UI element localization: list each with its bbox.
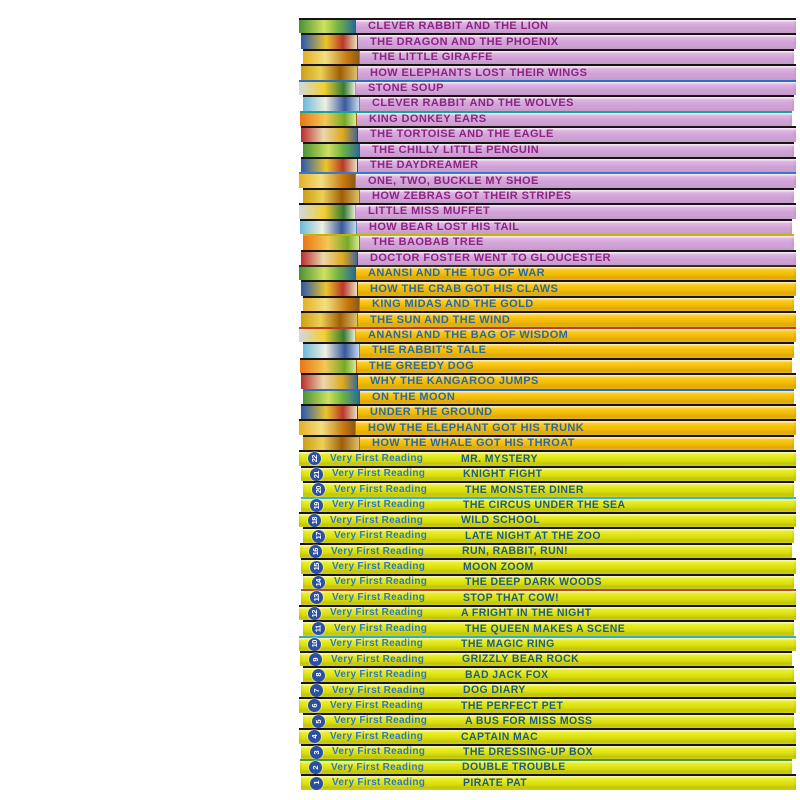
- book-title: ANANSI AND THE BAG OF WISDOM: [368, 328, 569, 342]
- cover-thumbnail: [301, 252, 358, 265]
- book-spine[interactable]: [303, 481, 794, 496]
- series-label: Very First Reading: [332, 468, 426, 480]
- level-number-badge: [310, 777, 323, 790]
- book-title: THE CIRCUS UNDER THE SEA: [463, 498, 626, 512]
- book-spine[interactable]: [303, 435, 794, 450]
- cover-thumbnail: [303, 97, 360, 110]
- series-label: Very First Reading: [334, 669, 428, 681]
- level-number: 15: [311, 563, 321, 571]
- book-spine[interactable]: [299, 512, 796, 527]
- book-title: A BUS FOR MISS MOSS: [465, 715, 593, 728]
- cover-thumbnail: [300, 221, 357, 234]
- level-number-badge: [312, 669, 325, 682]
- book-title: THE DRAGON AND THE PHOENIX: [370, 35, 559, 48]
- book-spine[interactable]: [299, 172, 796, 187]
- book-title: THE MAGIC RING: [461, 637, 555, 651]
- book-title: ANANSI AND THE TUG OF WAR: [368, 267, 546, 280]
- book-spine[interactable]: [301, 157, 796, 172]
- level-number-badge: [310, 591, 323, 604]
- book-spine[interactable]: [300, 759, 792, 774]
- series-label: Very First Reading: [332, 684, 426, 696]
- level-number: 14: [313, 578, 323, 587]
- book-spine[interactable]: [299, 327, 796, 342]
- book-spine[interactable]: [303, 713, 794, 728]
- book-title: THE SUN AND THE WIND: [370, 313, 511, 326]
- book-title: WILD SCHOOL: [461, 514, 541, 527]
- book-spine[interactable]: [301, 250, 796, 265]
- book-spine[interactable]: [303, 666, 794, 681]
- series-label: Very First Reading: [332, 591, 426, 603]
- level-number: 5: [313, 719, 323, 724]
- book-spine[interactable]: [301, 774, 796, 789]
- book-spine[interactable]: [299, 419, 796, 434]
- level-number: 4: [309, 735, 319, 739]
- series-label: Very First Reading: [330, 514, 424, 526]
- book-spine[interactable]: [299, 265, 796, 280]
- cover-thumbnail: [299, 174, 356, 187]
- book-title: THE MONSTER DINER: [465, 483, 584, 496]
- book-title: RUN, RABBIT, RUN!: [462, 545, 568, 558]
- book-spine[interactable]: [301, 64, 796, 79]
- book-title: DOUBLE TROUBLE: [462, 761, 566, 774]
- level-number-badge: [312, 715, 325, 728]
- level-number: 17: [313, 532, 323, 540]
- book-title: ONE, TWO, BUCKLE MY SHOE: [368, 174, 539, 187]
- book-title: A FRIGHT IN THE NIGHT: [461, 606, 592, 620]
- book-spine[interactable]: [301, 682, 796, 697]
- series-label: Very First Reading: [332, 746, 426, 758]
- level-number-badge: [309, 545, 322, 558]
- book-title: STOP THAT COW!: [463, 591, 560, 604]
- series-label: Very First Reading: [334, 622, 428, 634]
- cover-thumbnail: [303, 51, 360, 64]
- book-spine[interactable]: [301, 373, 796, 388]
- series-label: Very First Reading: [334, 483, 428, 495]
- book-title: THE BAOBAB TREE: [372, 236, 484, 249]
- series-label: Very First Reading: [330, 730, 424, 742]
- book-spine[interactable]: [300, 111, 792, 126]
- book-spine[interactable]: [299, 697, 796, 712]
- series-label: Very First Reading: [332, 561, 426, 573]
- book-title: CAPTAIN MAC: [461, 730, 539, 743]
- book-title: THE LITTLE GIRAFFE: [372, 50, 493, 64]
- series-label: Very First Reading: [330, 452, 424, 464]
- book-title: DOCTOR FOSTER WENT TO GLOUCESTER: [370, 251, 611, 264]
- book-spine[interactable]: [301, 589, 796, 604]
- book-spine[interactable]: [301, 311, 796, 326]
- level-number: 16: [310, 547, 320, 556]
- book-spine[interactable]: [303, 527, 794, 542]
- cover-thumbnail: [300, 360, 357, 373]
- book-title: KING DONKEY EARS: [369, 112, 487, 125]
- book-title: THE TORTOISE AND THE EAGLE: [370, 128, 554, 141]
- level-number: 22: [309, 455, 319, 463]
- book-spine[interactable]: [303, 342, 794, 357]
- book-spine[interactable]: [299, 636, 796, 651]
- book-spine[interactable]: [301, 404, 796, 419]
- series-label: Very First Reading: [332, 777, 426, 789]
- book-spine[interactable]: [299, 605, 796, 620]
- book-title: HOW ELEPHANTS LOST THEIR WINGS: [370, 66, 588, 79]
- book-title: STONE SOUP: [368, 81, 444, 95]
- cover-thumbnail: [300, 113, 357, 126]
- level-number: 6: [309, 704, 319, 708]
- book-title: MOON ZOOM: [463, 560, 534, 573]
- cover-thumbnail: [299, 329, 356, 342]
- cover-thumbnail: [299, 82, 356, 95]
- book-spine[interactable]: [303, 142, 794, 157]
- book-stack: [299, 18, 796, 790]
- series-label: Very First Reading: [331, 653, 425, 665]
- book-spine[interactable]: [303, 389, 794, 404]
- book-title: THE QUEEN MAKES A SCENE: [465, 622, 626, 635]
- level-number: 9: [310, 657, 320, 662]
- series-label: Very First Reading: [334, 715, 428, 727]
- level-number: 10: [309, 640, 319, 648]
- cover-thumbnail: [301, 282, 358, 295]
- book-title: HOW ZEBRAS GOT THEIR STRIPES: [372, 189, 572, 203]
- book-title: DOG DIARY: [463, 684, 526, 697]
- series-label: Very First Reading: [330, 699, 424, 711]
- section-gold-spines: [299, 265, 796, 450]
- book-spine[interactable]: [299, 80, 796, 95]
- book-title: PIRATE PAT: [463, 776, 528, 790]
- book-spine[interactable]: [299, 203, 796, 218]
- level-number: 12: [309, 609, 319, 618]
- cover-thumbnail: [299, 267, 356, 280]
- book-spine[interactable]: [301, 280, 796, 295]
- book-title: HOW THE CRAB GOT HIS CLAWS: [370, 282, 559, 295]
- cover-thumbnail: [301, 313, 358, 326]
- book-spine[interactable]: [303, 49, 794, 64]
- book-title: CLEVER RABBIT AND THE LION: [368, 20, 549, 33]
- book-title: LITTLE MISS MUFFET: [368, 205, 491, 218]
- level-number-badge: [310, 684, 323, 697]
- book-title: HOW THE ELEPHANT GOT HIS TRUNK: [368, 421, 585, 434]
- series-label: Very First Reading: [334, 530, 428, 542]
- series-label: Very First Reading: [334, 576, 428, 588]
- cover-thumbnail: [299, 421, 356, 434]
- level-number-badge: [310, 561, 323, 574]
- cover-thumbnail: [301, 128, 358, 141]
- level-number: 3: [311, 750, 321, 755]
- cover-thumbnail: [303, 236, 360, 249]
- book-spine[interactable]: [301, 466, 796, 481]
- level-number-badge: [312, 622, 325, 635]
- book-title: HOW BEAR LOST HIS TAIL: [369, 220, 520, 234]
- level-number-badge: [312, 576, 325, 589]
- cover-thumbnail: [299, 20, 356, 33]
- book-spine[interactable]: [303, 188, 794, 203]
- level-number: 18: [309, 517, 319, 525]
- series-label: Very First Reading: [332, 499, 426, 511]
- book-title: THE PERFECT PET: [461, 699, 564, 712]
- book-spine[interactable]: [301, 558, 796, 573]
- level-number: 11: [313, 625, 323, 633]
- level-number-badge: [310, 746, 323, 759]
- section-very-first-reading-spines: [299, 450, 796, 790]
- cover-thumbnail: [301, 66, 358, 79]
- book-spine[interactable]: [303, 296, 794, 311]
- series-label: Very First Reading: [331, 761, 425, 773]
- book-title: KNIGHT FIGHT: [463, 468, 543, 481]
- series-label: Very First Reading: [330, 638, 424, 650]
- book-spine[interactable]: [299, 728, 796, 743]
- book-spine[interactable]: [300, 358, 792, 373]
- level-number-badge: [308, 699, 321, 712]
- book-spine[interactable]: [301, 497, 796, 512]
- book-spine[interactable]: [299, 18, 796, 33]
- level-number-badge: [312, 483, 325, 496]
- level-number-badge: [309, 761, 322, 774]
- cover-thumbnail: [299, 205, 356, 218]
- level-number-badge: [310, 499, 323, 512]
- book-title: THE GREEDY DOG: [369, 359, 475, 372]
- cover-thumbnail: [301, 406, 358, 419]
- series-label: Very First Reading: [330, 607, 424, 619]
- level-number: 19: [311, 501, 321, 509]
- cover-thumbnail: [301, 159, 358, 172]
- cover-thumbnail: [301, 375, 358, 388]
- cover-thumbnail: [301, 35, 358, 48]
- book-spine[interactable]: [300, 651, 792, 666]
- series-label: Very First Reading: [331, 545, 425, 557]
- level-number-badge: [308, 452, 321, 465]
- book-title: THE DAYDREAMER: [370, 159, 479, 172]
- level-number: 21: [311, 470, 321, 479]
- book-title: THE DRESSING-UP BOX: [463, 745, 593, 759]
- level-number-badge: [309, 653, 322, 666]
- book-spine[interactable]: [303, 234, 794, 249]
- level-number: 1: [311, 781, 321, 785]
- book-title: UNDER THE GROUND: [370, 406, 493, 419]
- cover-thumbnail: [303, 344, 360, 357]
- level-number: 8: [313, 673, 323, 677]
- book-title: MR. MYSTERY: [461, 452, 538, 465]
- book-spine[interactable]: [300, 219, 792, 234]
- book-title: HOW THE WHALE GOT HIS THROAT: [372, 436, 575, 450]
- book-title: THE RABBIT'S TALE: [372, 344, 487, 357]
- cover-thumbnail: [303, 190, 360, 203]
- book-title: CLEVER RABBIT AND THE WOLVES: [372, 97, 574, 110]
- book-spine[interactable]: [303, 95, 794, 110]
- book-title: KING MIDAS AND THE GOLD: [372, 297, 534, 311]
- level-number-badge: [308, 638, 321, 651]
- book-title: GRIZZLY BEAR ROCK: [462, 653, 580, 666]
- level-number-badge: [308, 514, 321, 527]
- book-title: THE CHILLY LITTLE PENGUIN: [372, 143, 540, 156]
- book-spine[interactable]: [300, 543, 792, 558]
- book-spine[interactable]: [303, 574, 794, 589]
- book-title: THE DEEP DARK WOODS: [465, 576, 602, 589]
- cover-thumbnail: [303, 144, 360, 157]
- book-spine[interactable]: [301, 126, 796, 141]
- level-number: 13: [311, 594, 321, 602]
- cover-thumbnail: [303, 391, 360, 404]
- level-number: 7: [311, 688, 321, 693]
- cover-thumbnail: [303, 437, 360, 450]
- book-spine[interactable]: [299, 450, 796, 465]
- book-spine[interactable]: [301, 33, 796, 48]
- level-number-badge: [310, 468, 323, 481]
- level-number-badge: [308, 730, 321, 743]
- book-title: BAD JACK FOX: [465, 668, 549, 681]
- book-spine[interactable]: [303, 620, 794, 635]
- section-lilac-spines: [299, 18, 796, 265]
- level-number-badge: [308, 607, 321, 620]
- book-title: LATE NIGHT AT THE ZOO: [465, 529, 601, 543]
- book-title: ON THE MOON: [372, 390, 456, 403]
- level-number-badge: [312, 530, 325, 543]
- book-title: WHY THE KANGAROO JUMPS: [370, 375, 539, 388]
- level-number: 20: [313, 486, 323, 494]
- book-spine[interactable]: [301, 744, 796, 759]
- cover-thumbnail: [303, 298, 360, 311]
- level-number: 2: [310, 765, 320, 770]
